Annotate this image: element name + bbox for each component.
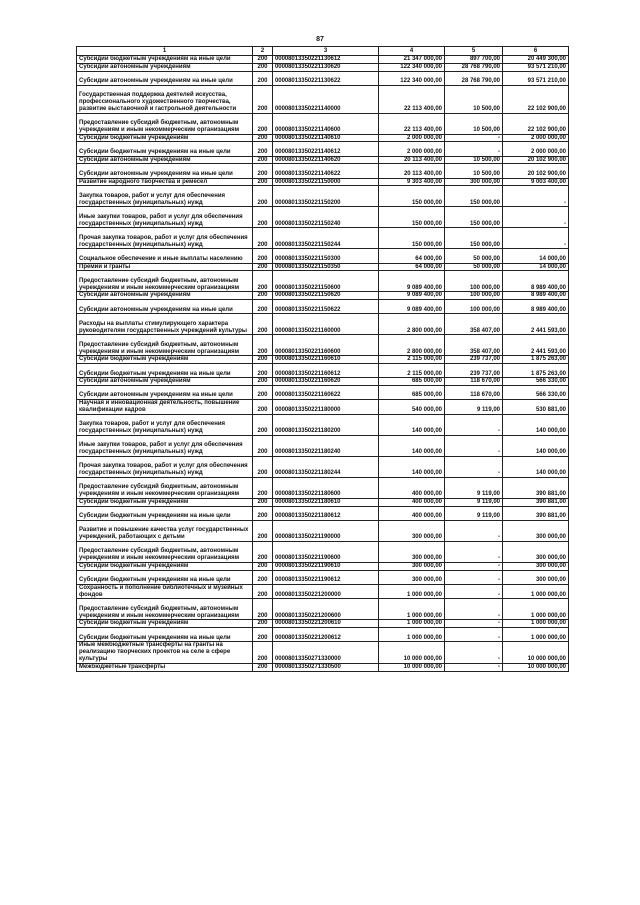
row-kbk-cell: 00008013350221150600 xyxy=(273,271,379,292)
row-name-cell: Субсидии автономным учреждениям на иные цели xyxy=(77,300,253,314)
row-kbk-cell: 00008013350221150200 xyxy=(273,186,379,207)
row-value-col6-cell: 1 000 000,00 xyxy=(503,620,569,628)
column-header-2: 2 xyxy=(253,47,273,56)
row-code-cell: 200 xyxy=(253,178,273,186)
table-row xyxy=(77,570,569,584)
row-name-cell: Субсидии бюджетным учреждениям на иные цели xyxy=(77,142,253,156)
row-value-col4-cell: 400 000,00 xyxy=(379,498,445,506)
row-kbk-cell: 00008013350221140622 xyxy=(273,164,379,178)
table-row xyxy=(77,628,569,642)
row-value-col5-cell: - xyxy=(445,134,503,142)
row-kbk-cell: 00008013350221130620 xyxy=(273,63,379,71)
row-value-col4-cell: 2 800 000,00 xyxy=(379,335,445,356)
row-value-col6-cell: 20 102 900,00 xyxy=(503,164,569,178)
table-row xyxy=(77,378,569,386)
table-row xyxy=(77,292,569,300)
row-value-col6-cell: 566 330,00 xyxy=(503,378,569,386)
table-row xyxy=(77,335,569,356)
row-name-cell: Субсидии бюджетным учреждениям xyxy=(77,620,253,628)
row-value-col5-cell: - xyxy=(445,562,503,570)
page-number: 87 xyxy=(316,36,324,43)
row-code-cell: 200 xyxy=(253,85,273,113)
row-kbk-cell: 00008013350221200000 xyxy=(273,584,379,599)
row-value-col6-cell: 300 000,00 xyxy=(503,541,569,562)
row-value-col6-cell: 8 989 400,00 xyxy=(503,271,569,292)
row-value-col5-cell: 100 000,00 xyxy=(445,292,503,300)
table-row xyxy=(77,228,569,249)
row-code-cell: 200 xyxy=(253,386,273,400)
row-code-cell: 200 xyxy=(253,228,273,249)
row-code-cell: 200 xyxy=(253,599,273,620)
row-code-cell: 200 xyxy=(253,456,273,477)
row-value-col4-cell: 2 115 000,00 xyxy=(379,364,445,378)
column-header-6: 6 xyxy=(503,47,569,56)
row-value-col5-cell: - xyxy=(445,456,503,477)
row-kbk-cell: 00008013350221180240 xyxy=(273,435,379,456)
row-value-col6-cell: 14 000,00 xyxy=(503,263,569,271)
row-name-cell: Иные межбюджетные трансферты на гранты на реализацию творческих проектов на селе в сфере культуры xyxy=(77,642,253,663)
row-value-col5-cell: 100 000,00 xyxy=(445,300,503,314)
row-name-cell: Прочая закупка товаров, работ и услуг для обеспечения государственных (муниципальных) нужд xyxy=(77,456,253,477)
table-row xyxy=(77,364,569,378)
row-value-col5-cell: 9 119,00 xyxy=(445,400,503,415)
table-row xyxy=(77,642,569,663)
row-value-col6-cell: 300 000,00 xyxy=(503,520,569,541)
table-row xyxy=(77,249,569,263)
row-value-col5-cell: - xyxy=(445,570,503,584)
row-kbk-cell: 00008013350221140620 xyxy=(273,156,379,164)
row-code-cell: 200 xyxy=(253,71,273,85)
row-kbk-cell: 00008013350221160610 xyxy=(273,356,379,364)
row-value-col5-cell: 118 670,00 xyxy=(445,378,503,386)
table-row xyxy=(77,207,569,228)
row-name-cell: Иные закупки товаров, работ и услуг для обеспечения государственных (муниципальных) нужд xyxy=(77,435,253,456)
row-name-cell: Расходы на выплаты стимулирующего характера руководителям государственных учреждений культуры xyxy=(77,314,253,335)
row-value-col4-cell: 685 000,00 xyxy=(379,378,445,386)
table-body xyxy=(77,56,569,672)
table-row xyxy=(77,620,569,628)
row-value-col4-cell: 1 000 000,00 xyxy=(379,620,445,628)
row-value-col5-cell: 150 000,00 xyxy=(445,207,503,228)
row-value-col6-cell: 2 000 000,00 xyxy=(503,134,569,142)
row-value-col5-cell: 10 500,00 xyxy=(445,113,503,134)
row-name-cell: Предоставление субсидий бюджетным, автономным учреждениям и иным некоммерческим организациям xyxy=(77,477,253,498)
row-value-col5-cell: - xyxy=(445,435,503,456)
row-kbk-cell: 00008013350221200610 xyxy=(273,620,379,628)
row-code-cell: 200 xyxy=(253,477,273,498)
row-value-col5-cell: - xyxy=(445,414,503,435)
row-code-cell: 200 xyxy=(253,113,273,134)
row-code-cell: 200 xyxy=(253,263,273,271)
row-kbk-cell: 00008013350221130612 xyxy=(273,56,379,64)
row-value-col5-cell: 28 768 790,00 xyxy=(445,71,503,85)
row-value-col4-cell: 2 800 000,00 xyxy=(379,314,445,335)
row-kbk-cell: 00008013350221190610 xyxy=(273,562,379,570)
row-name-cell: Предоставление субсидий бюджетным, автономным учреждениям и иным некоммерческим организациям xyxy=(77,113,253,134)
row-value-col6-cell: 1 875 263,00 xyxy=(503,356,569,364)
row-value-col4-cell: 150 000,00 xyxy=(379,186,445,207)
row-value-col6-cell: 1 875 263,00 xyxy=(503,364,569,378)
row-value-col4-cell: 140 000,00 xyxy=(379,456,445,477)
row-name-cell: Государственная поддержка деятелей искусства, профессионального художественного творчества, развитие выставочной и гастрольной деятельности xyxy=(77,85,253,113)
row-name-cell: Субсидии автономным учреждениям на иные цели xyxy=(77,164,253,178)
table-row xyxy=(77,263,569,271)
row-value-col6-cell: 22 102 900,00 xyxy=(503,85,569,113)
row-name-cell: Субсидии бюджетным учреждениям на иные цели xyxy=(77,628,253,642)
row-name-cell: Прочая закупка товаров, работ и услуг для обеспечения государственных (муниципальных) нужд xyxy=(77,228,253,249)
row-value-col5-cell: - xyxy=(445,642,503,663)
row-value-col4-cell: 400 000,00 xyxy=(379,506,445,520)
row-name-cell: Субсидии бюджетным учреждениям xyxy=(77,356,253,364)
row-kbk-cell: 00008013350221160620 xyxy=(273,378,379,386)
row-kbk-cell: 00008013350221140610 xyxy=(273,134,379,142)
table-row xyxy=(77,584,569,599)
row-name-cell: Субсидии автономным учреждениям xyxy=(77,156,253,164)
row-value-col6-cell: 1 000 000,00 xyxy=(503,584,569,599)
table-row xyxy=(77,498,569,506)
row-value-col5-cell: 897 700,00 xyxy=(445,56,503,64)
row-name-cell: Закупка товаров, работ и услуг для обеспечения государственных (муниципальных) нужд xyxy=(77,414,253,435)
row-code-cell: 200 xyxy=(253,356,273,364)
row-value-col6-cell: 8 989 400,00 xyxy=(503,292,569,300)
row-value-col6-cell: 566 330,00 xyxy=(503,386,569,400)
row-value-col5-cell: 358 407,00 xyxy=(445,314,503,335)
row-value-col6-cell: 14 000,00 xyxy=(503,249,569,263)
column-header-4: 4 xyxy=(379,47,445,56)
row-kbk-cell: 00008013350221140612 xyxy=(273,142,379,156)
row-value-col6-cell: 530 881,00 xyxy=(503,400,569,415)
row-code-cell: 200 xyxy=(253,156,273,164)
row-value-col5-cell: 9 119,00 xyxy=(445,498,503,506)
row-value-col4-cell: 22 113 400,00 xyxy=(379,85,445,113)
row-name-cell: Субсидии бюджетным учреждениям xyxy=(77,562,253,570)
table-row xyxy=(77,356,569,364)
row-value-col5-cell: 100 000,00 xyxy=(445,271,503,292)
row-value-col6-cell: 2 000 000,00 xyxy=(503,142,569,156)
row-value-col4-cell: 1 000 000,00 xyxy=(379,628,445,642)
row-kbk-cell: 00008013350221190600 xyxy=(273,541,379,562)
row-kbk-cell: 00008013350221190612 xyxy=(273,570,379,584)
row-kbk-cell: 00008013350271330000 xyxy=(273,642,379,663)
row-name-cell: Субсидии бюджетным учреждениям на иные цели xyxy=(77,56,253,64)
row-code-cell: 200 xyxy=(253,400,273,415)
row-value-col5-cell: 10 500,00 xyxy=(445,85,503,113)
row-kbk-cell: 00008013350221150244 xyxy=(273,228,379,249)
row-kbk-cell: 00008013350221150000 xyxy=(273,178,379,186)
row-value-col6-cell: 9 003 400,00 xyxy=(503,178,569,186)
row-kbk-cell: 00008013350271330500 xyxy=(273,663,379,671)
row-code-cell: 200 xyxy=(253,335,273,356)
row-value-col6-cell: 140 000,00 xyxy=(503,435,569,456)
row-kbk-cell: 00008013350221160612 xyxy=(273,364,379,378)
table-row xyxy=(77,435,569,456)
row-value-col6-cell: 300 000,00 xyxy=(503,562,569,570)
row-value-col4-cell: 9 089 400,00 xyxy=(379,300,445,314)
row-kbk-cell: 00008013350221180244 xyxy=(273,456,379,477)
row-value-col6-cell: 140 000,00 xyxy=(503,414,569,435)
budget-table xyxy=(76,46,569,672)
table-row xyxy=(77,63,569,71)
row-kbk-cell: 00008013350221190000 xyxy=(273,520,379,541)
table-row xyxy=(77,599,569,620)
row-name-cell: Субсидии автономным учреждениям xyxy=(77,378,253,386)
row-value-col4-cell: 10 000 000,00 xyxy=(379,642,445,663)
row-value-col4-cell: 300 000,00 xyxy=(379,520,445,541)
table-row xyxy=(77,85,569,113)
row-value-col6-cell: - xyxy=(503,228,569,249)
row-value-col4-cell: 2 000 000,00 xyxy=(379,134,445,142)
row-name-cell: Предоставление субсидий бюджетным, автономным учреждениям и иным некоммерческим организациям xyxy=(77,271,253,292)
table-row xyxy=(77,456,569,477)
row-name-cell: Субсидии бюджетным учреждениям на иные цели xyxy=(77,364,253,378)
row-kbk-cell: 00008013350221180600 xyxy=(273,477,379,498)
row-value-col4-cell: 1 000 000,00 xyxy=(379,599,445,620)
row-code-cell: 200 xyxy=(253,435,273,456)
row-name-cell: Предоставление субсидий бюджетным, автономным учреждениям и иным некоммерческим организациям xyxy=(77,599,253,620)
row-value-col6-cell: 22 102 900,00 xyxy=(503,113,569,134)
row-value-col5-cell: 239 737,00 xyxy=(445,356,503,364)
column-header-5: 5 xyxy=(445,47,503,56)
row-value-col5-cell: - xyxy=(445,541,503,562)
row-kbk-cell: 00008013350221180612 xyxy=(273,506,379,520)
row-code-cell: 200 xyxy=(253,164,273,178)
row-code-cell: 200 xyxy=(253,249,273,263)
row-value-col6-cell: 1 000 000,00 xyxy=(503,628,569,642)
table-row xyxy=(77,314,569,335)
column-header-3: 3 xyxy=(273,47,379,56)
row-value-col4-cell: 540 000,00 xyxy=(379,400,445,415)
table-row xyxy=(77,134,569,142)
table-row xyxy=(77,506,569,520)
row-kbk-cell: 00008013350221140600 xyxy=(273,113,379,134)
row-value-col4-cell: 122 340 000,00 xyxy=(379,63,445,71)
row-value-col4-cell: 20 113 400,00 xyxy=(379,156,445,164)
row-value-col4-cell: 22 113 400,00 xyxy=(379,113,445,134)
row-code-cell: 200 xyxy=(253,314,273,335)
row-value-col5-cell: 239 737,00 xyxy=(445,364,503,378)
row-value-col6-cell: 2 441 593,00 xyxy=(503,335,569,356)
row-value-col4-cell: 140 000,00 xyxy=(379,435,445,456)
row-value-col4-cell: 9 089 400,00 xyxy=(379,271,445,292)
row-kbk-cell: 00008013350221200612 xyxy=(273,628,379,642)
row-name-cell: Научная и инновационная деятельность, повышение квалификации кадров xyxy=(77,400,253,415)
row-code-cell: 200 xyxy=(253,56,273,64)
row-name-cell: Субсидии бюджетным учреждениям xyxy=(77,134,253,142)
row-code-cell: 200 xyxy=(253,584,273,599)
row-value-col6-cell: 20 449 300,00 xyxy=(503,56,569,64)
row-value-col5-cell: - xyxy=(445,628,503,642)
column-header-1: 1 xyxy=(77,47,253,56)
row-value-col6-cell: 93 571 210,00 xyxy=(503,63,569,71)
row-name-cell: Субсидии бюджетным учреждениям на иные цели xyxy=(77,570,253,584)
row-code-cell: 200 xyxy=(253,63,273,71)
row-value-col5-cell: 150 000,00 xyxy=(445,228,503,249)
row-name-cell: Иные закупки товаров, работ и услуг для обеспечения государственных (муниципальных) нужд xyxy=(77,207,253,228)
table-row xyxy=(77,400,569,415)
row-code-cell: 200 xyxy=(253,642,273,663)
row-name-cell: Социальное обеспечение и иные выплаты населению xyxy=(77,249,253,263)
row-code-cell: 200 xyxy=(253,620,273,628)
row-value-col6-cell: 390 881,00 xyxy=(503,477,569,498)
row-value-col6-cell: 390 881,00 xyxy=(503,498,569,506)
row-value-col5-cell: 9 119,00 xyxy=(445,477,503,498)
row-value-col4-cell: 150 000,00 xyxy=(379,207,445,228)
row-code-cell: 200 xyxy=(253,207,273,228)
row-value-col4-cell: 10 000 000,00 xyxy=(379,663,445,671)
row-kbk-cell: 00008013350221180200 xyxy=(273,414,379,435)
table-row xyxy=(77,414,569,435)
table-row xyxy=(77,71,569,85)
row-code-cell: 200 xyxy=(253,498,273,506)
row-value-col5-cell: 118 670,00 xyxy=(445,386,503,400)
row-kbk-cell: 00008013350221180610 xyxy=(273,498,379,506)
header-row xyxy=(77,47,569,56)
row-kbk-cell: 00008013350221160000 xyxy=(273,314,379,335)
table-row xyxy=(77,663,569,671)
row-code-cell: 200 xyxy=(253,663,273,671)
row-kbk-cell: 00008013350221150350 xyxy=(273,263,379,271)
row-kbk-cell: 00008013350221200600 xyxy=(273,599,379,620)
row-value-col5-cell: - xyxy=(445,663,503,671)
row-code-cell: 200 xyxy=(253,562,273,570)
row-value-col6-cell: 300 000,00 xyxy=(503,570,569,584)
row-name-cell: Субсидии автономным учреждениям xyxy=(77,63,253,71)
row-name-cell: Субсидии бюджетным учреждениям на иные цели xyxy=(77,506,253,520)
row-value-col4-cell: 20 113 400,00 xyxy=(379,164,445,178)
row-value-col5-cell: - xyxy=(445,599,503,620)
row-name-cell: Предоставление субсидий бюджетным, автономным учреждениям и иным некоммерческим организациям xyxy=(77,541,253,562)
row-value-col6-cell: 2 441 593,00 xyxy=(503,314,569,335)
row-code-cell: 200 xyxy=(253,271,273,292)
row-value-col4-cell: 1 000 000,00 xyxy=(379,584,445,599)
row-value-col4-cell: 140 000,00 xyxy=(379,414,445,435)
row-value-col5-cell: 10 500,00 xyxy=(445,156,503,164)
row-code-cell: 200 xyxy=(253,541,273,562)
row-value-col6-cell: 10 000 000,00 xyxy=(503,642,569,663)
table-row xyxy=(77,164,569,178)
row-value-col6-cell: 10 000 000,00 xyxy=(503,663,569,671)
row-code-cell: 200 xyxy=(253,520,273,541)
row-name-cell: Субсидии автономным учреждениям xyxy=(77,292,253,300)
row-value-col5-cell: 358 407,00 xyxy=(445,335,503,356)
row-code-cell: 200 xyxy=(253,570,273,584)
row-value-col4-cell: 122 340 000,00 xyxy=(379,71,445,85)
row-value-col6-cell: 8 989 400,00 xyxy=(503,300,569,314)
row-value-col5-cell: 10 500,00 xyxy=(445,164,503,178)
row-name-cell: Сохранность и пополнение библиотечных и музейных фондов xyxy=(77,584,253,599)
row-value-col4-cell: 64 000,00 xyxy=(379,263,445,271)
row-value-col4-cell: 685 000,00 xyxy=(379,386,445,400)
row-kbk-cell: 00008013350221160622 xyxy=(273,386,379,400)
row-value-col6-cell: 20 102 900,00 xyxy=(503,156,569,164)
row-code-cell: 200 xyxy=(253,378,273,386)
row-value-col4-cell: 9 089 400,00 xyxy=(379,292,445,300)
row-kbk-cell: 00008013350221150240 xyxy=(273,207,379,228)
row-kbk-cell: 00008013350221140000 xyxy=(273,85,379,113)
row-value-col5-cell: 50 000,00 xyxy=(445,249,503,263)
table-row xyxy=(77,271,569,292)
row-name-cell: Развитие народного творчества и ремесел xyxy=(77,178,253,186)
row-value-col4-cell: 2 000 000,00 xyxy=(379,142,445,156)
row-value-col4-cell: 300 000,00 xyxy=(379,570,445,584)
table-row xyxy=(77,520,569,541)
row-name-cell: Межбюджетные трансферты xyxy=(77,663,253,671)
row-kbk-cell: 00008013350221150300 xyxy=(273,249,379,263)
table-row xyxy=(77,142,569,156)
row-value-col5-cell: - xyxy=(445,620,503,628)
row-name-cell: Развитие и повышение качества услуг государственных учреждений, работающих с детьми xyxy=(77,520,253,541)
row-value-col4-cell: 21 347 000,00 xyxy=(379,56,445,64)
row-kbk-cell: 00008013350221150620 xyxy=(273,292,379,300)
table-row xyxy=(77,386,569,400)
row-kbk-cell: 00008013350221130622 xyxy=(273,71,379,85)
row-value-col6-cell: 1 000 000,00 xyxy=(503,599,569,620)
row-value-col6-cell: 390 881,00 xyxy=(503,506,569,520)
table-row xyxy=(77,562,569,570)
table-header xyxy=(77,47,569,56)
row-name-cell: Субсидии автономным учреждениям на иные цели xyxy=(77,71,253,85)
table-row xyxy=(77,186,569,207)
row-code-cell: 200 xyxy=(253,134,273,142)
row-value-col5-cell: 150 000,00 xyxy=(445,186,503,207)
row-kbk-cell: 00008013350221150622 xyxy=(273,300,379,314)
row-code-cell: 200 xyxy=(253,506,273,520)
table-row xyxy=(77,300,569,314)
row-name-cell: Закупка товаров, работ и услуг для обеспечения государственных (муниципальных) нужд xyxy=(77,186,253,207)
row-value-col4-cell: 400 000,00 xyxy=(379,477,445,498)
row-name-cell: Предоставление субсидий бюджетным, автономным учреждениям и иным некоммерческим организациям xyxy=(77,335,253,356)
row-value-col4-cell: 2 115 000,00 xyxy=(379,356,445,364)
row-value-col5-cell: 50 000,00 xyxy=(445,263,503,271)
row-kbk-cell: 00008013350221160600 xyxy=(273,335,379,356)
table-row xyxy=(77,541,569,562)
table-row xyxy=(77,56,569,64)
table-row xyxy=(77,113,569,134)
row-value-col5-cell: - xyxy=(445,520,503,541)
table-row xyxy=(77,178,569,186)
row-value-col5-cell: - xyxy=(445,584,503,599)
row-value-col4-cell: 300 000,00 xyxy=(379,541,445,562)
row-code-cell: 200 xyxy=(253,186,273,207)
row-value-col5-cell: - xyxy=(445,142,503,156)
row-value-col6-cell: - xyxy=(503,207,569,228)
row-code-cell: 200 xyxy=(253,292,273,300)
row-value-col4-cell: 150 000,00 xyxy=(379,228,445,249)
row-value-col6-cell: 140 000,00 xyxy=(503,456,569,477)
row-name-cell: Субсидии бюджетным учреждениям xyxy=(77,498,253,506)
row-code-cell: 200 xyxy=(253,414,273,435)
row-value-col4-cell: 64 000,00 xyxy=(379,249,445,263)
row-name-cell: Субсидии автономным учреждениям на иные цели xyxy=(77,386,253,400)
row-value-col4-cell: 9 303 400,00 xyxy=(379,178,445,186)
table-row xyxy=(77,156,569,164)
row-value-col6-cell: 93 571 210,00 xyxy=(503,71,569,85)
row-value-col5-cell: 300 000,00 xyxy=(445,178,503,186)
row-value-col6-cell: - xyxy=(503,186,569,207)
row-value-col5-cell: 9 119,00 xyxy=(445,506,503,520)
row-name-cell: Премии и гранты xyxy=(77,263,253,271)
row-code-cell: 200 xyxy=(253,142,273,156)
row-kbk-cell: 00008013350221180000 xyxy=(273,400,379,415)
row-value-col5-cell: 28 768 790,00 xyxy=(445,63,503,71)
table-row xyxy=(77,477,569,498)
row-value-col4-cell: 300 000,00 xyxy=(379,562,445,570)
row-code-cell: 200 xyxy=(253,628,273,642)
row-code-cell: 200 xyxy=(253,300,273,314)
row-code-cell: 200 xyxy=(253,364,273,378)
